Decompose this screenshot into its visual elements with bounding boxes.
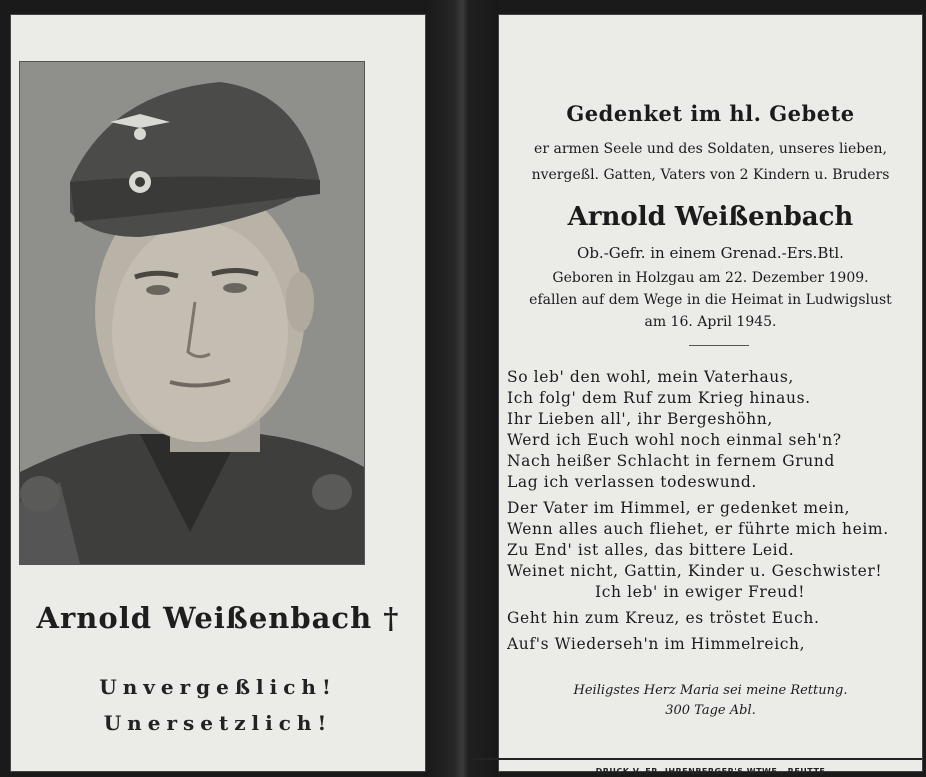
separator-rule [689,345,749,346]
poem-line: Geht hin zum Kreuz, es tröstet Euch. [507,609,820,627]
printer-imprint: DRUCK V. FR. IHRENBERGER'S WTWE., REUTTE [595,767,826,776]
poem-line: Werd ich Euch wohl noch einmal seh'n? [507,431,842,449]
poem-line: Der Vater im Himmel, er gedenket mein, [507,499,851,517]
poem-line: Weinet nicht, Gattin, Kinder u. Geschwister! [507,562,883,580]
motto-unforgettable: Unvergeßlich! [99,675,337,699]
poem-line: Nach heißer Schlacht in fernem Grund [507,452,835,470]
intro-line-1: er armen Seele und des Soldaten, unseres lieben, [534,141,887,157]
card-fold-divider [424,0,498,777]
poem-line: Auf's Wiederseh'n im Himmelreich, [507,635,806,653]
portrait-illustration [20,62,364,564]
memorial-poem [507,367,917,655]
footer-rule [469,758,922,760]
birth-info: Geboren in Holzgau am 22. Dezember 1909. [552,270,869,286]
motto-irreplaceable: Unersetzlich! [103,711,333,735]
intro-line-2: nvergeßl. Gatten, Vaters von 2 Kindern u. Bruders [531,167,890,183]
prayer-heading: Gedenket im hl. Gebete [566,101,855,126]
poem-line: Lag ich verlassen todeswund. [507,473,757,491]
memorial-card-left [10,14,426,772]
death-place-info: efallen auf dem Wege in die Heimat in Ludwigslust [529,292,892,308]
poem-line: Wenn alles auch fliehet, er führte mich heim. [507,520,889,538]
military-rank: Ob.-Gefr. in einem Grenad.-Ers.Btl. [577,244,844,262]
poem-line: Ich leb' in ewiger Freud! [595,583,806,601]
prayer-line: Heiligstes Herz Maria sei meine Rettung. [573,683,848,698]
deceased-name: Arnold Weißenbach [567,202,854,232]
deceased-name-left: Arnold Weißenbach † [36,601,400,635]
soldier-portrait-photo [19,61,365,565]
indulgence-note: 300 Tage Abl. [665,703,756,718]
poem-line: Ihr Lieben all', ihr Bergeshöhn, [507,410,773,428]
memorial-card-right [498,14,923,776]
death-date: am 16. April 1945. [644,314,777,330]
poem-line: Zu End' ist alles, das bittere Leid. [507,541,795,559]
poem-line: So leb' den wohl, mein Vaterhaus, [507,368,794,386]
poem-line: Ich folg' dem Ruf zum Krieg hinaus. [507,389,811,407]
